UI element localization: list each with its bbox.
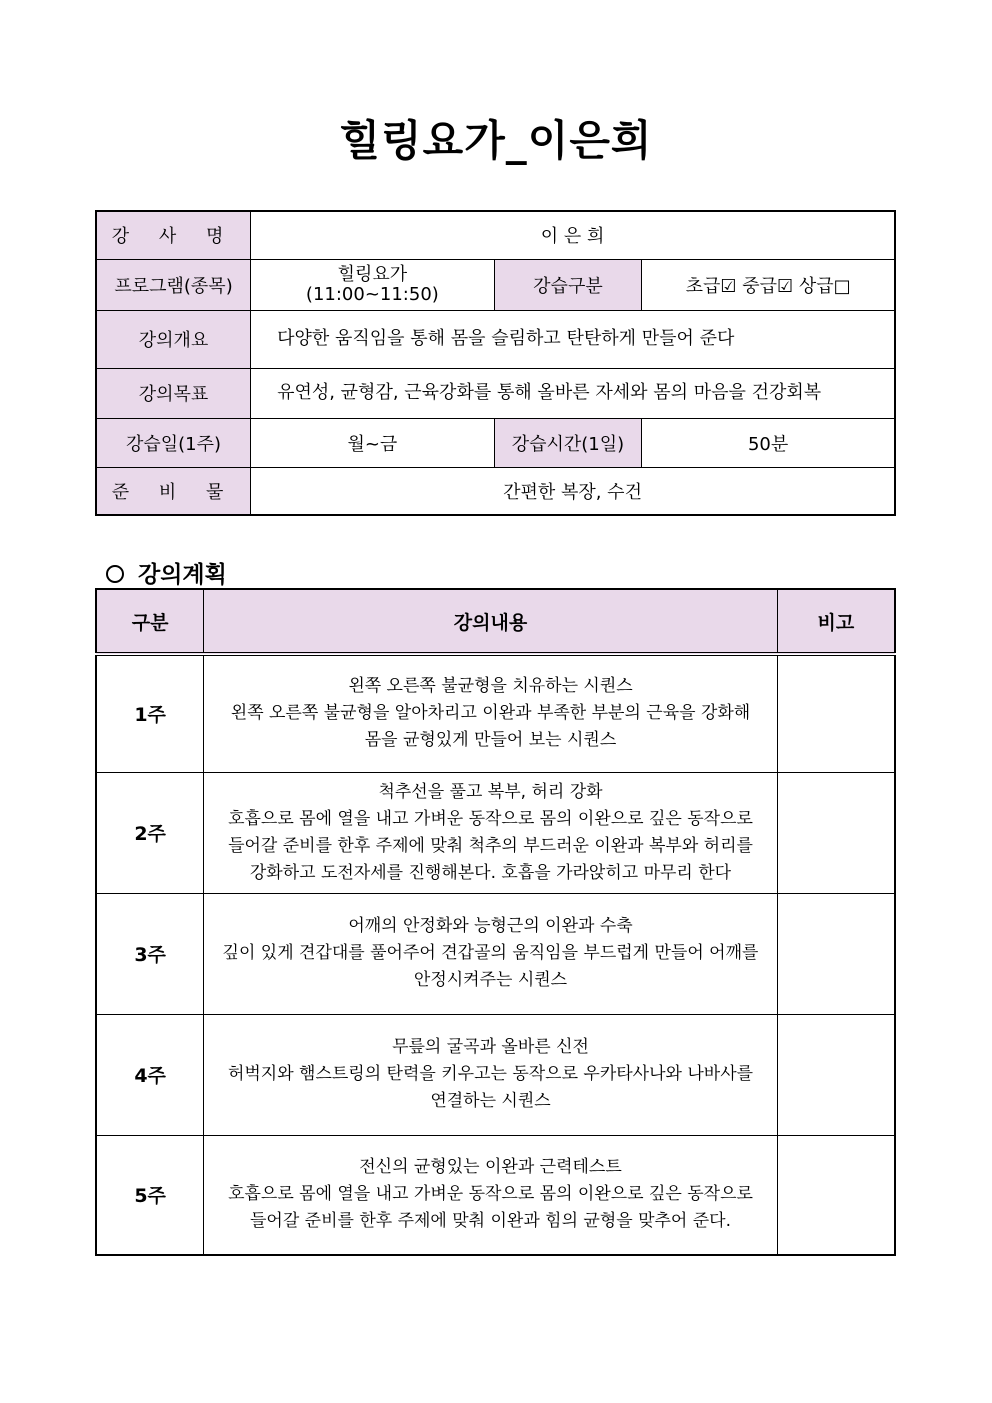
materials-value: 간편한 복장, 수건: [251, 467, 895, 515]
program-name: 힐링요가: [337, 263, 408, 285]
overview-value: 다양한 움직임을 통해 몸을 슬림하고 탄탄하게 만들어 준다: [251, 310, 895, 368]
circle-bullet-icon: [106, 565, 124, 583]
plan-header-week: 구분: [96, 589, 204, 654]
table-row: [96, 1135, 895, 1255]
week-cell: 5주: [96, 1135, 204, 1255]
week-cell: 2주: [96, 772, 204, 893]
duration-value: 50분: [642, 418, 895, 467]
section-heading: [106, 556, 227, 589]
content-line: 전신의 균형있는 이완과 근력테스트: [359, 1157, 622, 1178]
content-line: 강화하고 도전자세를 진행해본다. 호흡을 가라앉히고 마무리 한다: [249, 862, 732, 883]
week-cell: 4주: [96, 1014, 204, 1135]
content-line: 왼쪽 오른쪽 불균형을 치유하는 시퀀스: [348, 676, 633, 697]
duration-label: 강습시간(1일): [494, 418, 642, 467]
content-cell: [204, 654, 778, 772]
overview-label: 강의개요: [96, 310, 251, 368]
plan-header-note: 비고: [777, 589, 895, 654]
days-label: 강습일(1주): [96, 418, 251, 467]
table-row: [96, 1014, 895, 1135]
content-line: 호흡으로 몸에 열을 내고 가벼운 동작으로 몸의 이완으로 깊은 동작으로: [228, 808, 753, 829]
content-line: 무릎의 굴곡과 올바른 신전: [392, 1037, 589, 1057]
content-line: 몸을 균형있게 만들어 보는 시퀀스: [364, 730, 617, 751]
week-cell: 1주: [96, 654, 204, 772]
program-value: [251, 259, 495, 310]
section-title: 강의계획: [138, 562, 227, 588]
plan-header-content: 강의내용: [204, 589, 778, 654]
program-time: (11:00~11:50): [305, 283, 439, 305]
note-cell: [777, 1135, 895, 1255]
note-cell: [777, 893, 895, 1014]
content-line: 연결하는 시퀀스: [430, 1091, 551, 1111]
table-row: [96, 654, 895, 772]
materials-label: 준 비 물: [96, 467, 251, 515]
note-cell: [777, 1014, 895, 1135]
plan-table: [95, 588, 896, 1256]
content-line: 허벅지와 햄스트링의 탄력을 키우고는 동작으로 우카타사나와 나바사를: [227, 1064, 754, 1084]
table-row: [96, 893, 895, 1014]
content-cell: [204, 1014, 778, 1135]
goal-label: 강의목표: [96, 368, 251, 418]
instructor-label: 강 사 명: [96, 211, 251, 259]
note-cell: [777, 772, 895, 893]
level-value: 초급☑ 중급☑ 상급□: [642, 259, 895, 310]
content-line: 깊이 있게 견갑대를 풀어주어 견갑골의 움직임을 부드럽게 만들어 어깨를: [222, 943, 759, 963]
level-label: 강습구분: [494, 259, 642, 310]
content-line: 어깨의 안정화와 능형근의 이완과 수축: [348, 916, 633, 936]
program-label: 프로그램(종목): [96, 259, 251, 310]
content-cell: [204, 772, 778, 893]
content-line: 들어갈 준비를 한후 주제에 맞춰 이완과 힘의 균형을 맞추어 준다.: [249, 1211, 731, 1232]
note-cell: [777, 654, 895, 772]
content-cell: [204, 1135, 778, 1255]
info-table: [95, 210, 896, 516]
content-line: 안정시켜주는 시퀀스: [413, 970, 568, 990]
instructor-value: 이 은 희: [251, 211, 895, 259]
content-line: 들어갈 준비를 한후 주제에 맞춰 척추의 부드러운 이완과 복부와 허리를: [228, 835, 753, 856]
week-cell: 3주: [96, 893, 204, 1014]
days-value: 월~금: [251, 418, 495, 467]
content-line: 호흡으로 몸에 열을 내고 가벼운 동작으로 몸의 이완으로 깊은 동작으로: [228, 1184, 753, 1205]
content-line: 척추선을 풀고 복부, 허리 강화: [378, 781, 603, 802]
table-row: [96, 772, 895, 893]
page-title: 힐링요가_이은희: [339, 116, 653, 165]
content-cell: [204, 893, 778, 1014]
goal-value: 유연성, 균형감, 근육강화를 통해 올바른 자세와 몸의 마음을 건강회복: [251, 368, 895, 418]
content-line: 왼쪽 오른쪽 불균형을 알아차리고 이완과 부족한 부분의 근육을 강화해: [230, 703, 751, 724]
